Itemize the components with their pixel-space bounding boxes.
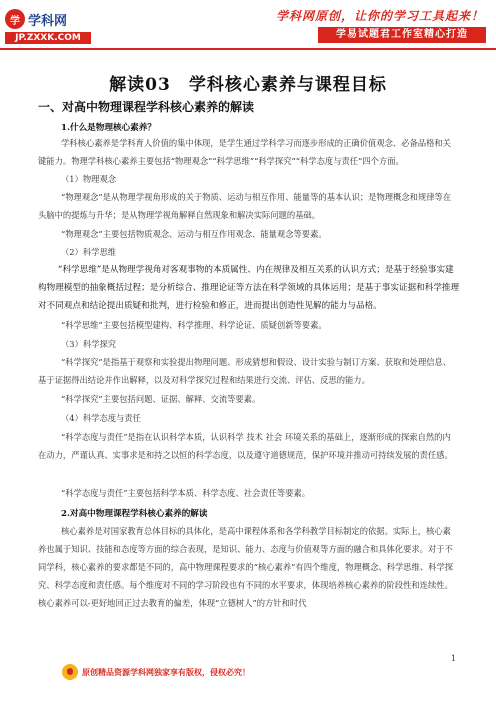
page-header <box>0 0 496 52</box>
list-item-heading: （4）科学态度与责任 <box>61 413 141 423</box>
footer-copyright: 原创精品资源学科网独家享有版权，侵权必究！ <box>82 667 250 677</box>
page-number: 1 <box>450 654 456 663</box>
paragraph: “科学思维”主要包括模型建构、科学推理、科学论证、质疑创新等要素。 <box>61 320 327 330</box>
paragraph: “物理观念”是从物理学视角形成的关于物质、运动与相互作用、能量等的基本认识；是物理概念和规律等在头脑中的提炼与升华；是从物理学视角解释自然现象和解决实际问题的基础。 <box>38 192 452 220</box>
page-footer <box>62 664 434 682</box>
subsection-heading: 1.什么是物理核心素养？ <box>61 123 156 133</box>
paragraph: “物理观念”主要包括物质观念、运动与相互作用观念、能量观念等要素。 <box>61 229 327 239</box>
section-heading: 一、对高中物理课程学科核心素养的解读 <box>38 100 255 114</box>
header-banner: 学易试题君工作室精心打造 <box>318 27 486 43</box>
paragraph: 核心素养是对国家教育总体目标的具体化，是高中课程体系和各学科教学目标制定的依据。实际上，核心素养也属于知识、技能和态度等方面的综合表现，是知识、能力、态度与价值观等方面的融合和具体化要求。对于不同学科，核心素养的要求都是不同的，高中物理课程要求的“核心素养”有四个维度，物理概念、科学思维、科学探究、科学态度和责任感。每个维度对不同的学习阶段也有不同的水平要求，体现培养核心素养的阶段性和连续性。核心素养可以-更好地回正过去教育的偏差，体现“立德树人”的方针和时代 <box>38 526 454 608</box>
page-title: 解读03 学科核心素养与课程目标 <box>109 75 387 95</box>
logo-name: 学科网 <box>28 13 68 29</box>
header-slogan: 学科网原创，让你的学习工具起来！ <box>275 9 484 23</box>
logo-url: JP.ZXXK.COM <box>5 32 91 44</box>
subsection-heading: 2.对高中物理课程学科核心素养的解读 <box>61 509 208 519</box>
paragraph: “科学态度与责任”是指在认识科学本质，认识科学 技术 社会 环境关系的基础上，逐渐形成的探索自然的内在动力，严谨认真、实事求是和持之以恒的科学态度，以及遵守道德规范，保护环境并推动可持续发展的责任感。 <box>38 432 453 460</box>
paragraph: “科学探究”主要包括问题、证据、解释、交流等要素。 <box>61 394 261 404</box>
list-item-heading: （2）科学思维 <box>61 247 117 257</box>
paragraph: “科学思维”是从物理学视角对客观事物的本质属性、内在规律及相互关系的认识方式；是基于经验事实建构物理模型的抽象概括过程；是分析综合、推理论证等方法在科学领域的具体运用；是基于事实证据和科学推理对不同观点和结论提出质疑和批判，进行检验和修正，进而提出创造性见解的能力与品格。 <box>38 265 460 311</box>
copyright-badge-icon <box>62 664 78 680</box>
paragraph: 学科核心素养是学科育人价值的集中体现，是学生通过学科学习而逐步形成的正确价值观念、必备品格和关键能力。物理学科核心素养主要包括“物理观念”“科学思维”“科学探究”“科学态度与责任”四个方面。 <box>38 138 451 166</box>
zxxk-logo[interactable] <box>5 8 91 44</box>
list-item-heading: （3）科学探究 <box>61 339 117 349</box>
logo-mark-icon: 学 <box>5 9 25 29</box>
paragraph: “科学探究”是指基于观察和实验提出物理问题、形成猜想和假设、设计实验与制订方案、获取和处理信息、基于证据得出结论并作出解释，以及对科学探究过程和结果进行交流、评估、反思的能力。 <box>38 357 452 385</box>
paragraph: “科学态度与责任”主要包括科学本质、科学态度、社会责任等要素。 <box>61 488 311 498</box>
header-divider <box>0 48 496 50</box>
list-item-heading: （1）物理观念 <box>61 174 117 184</box>
